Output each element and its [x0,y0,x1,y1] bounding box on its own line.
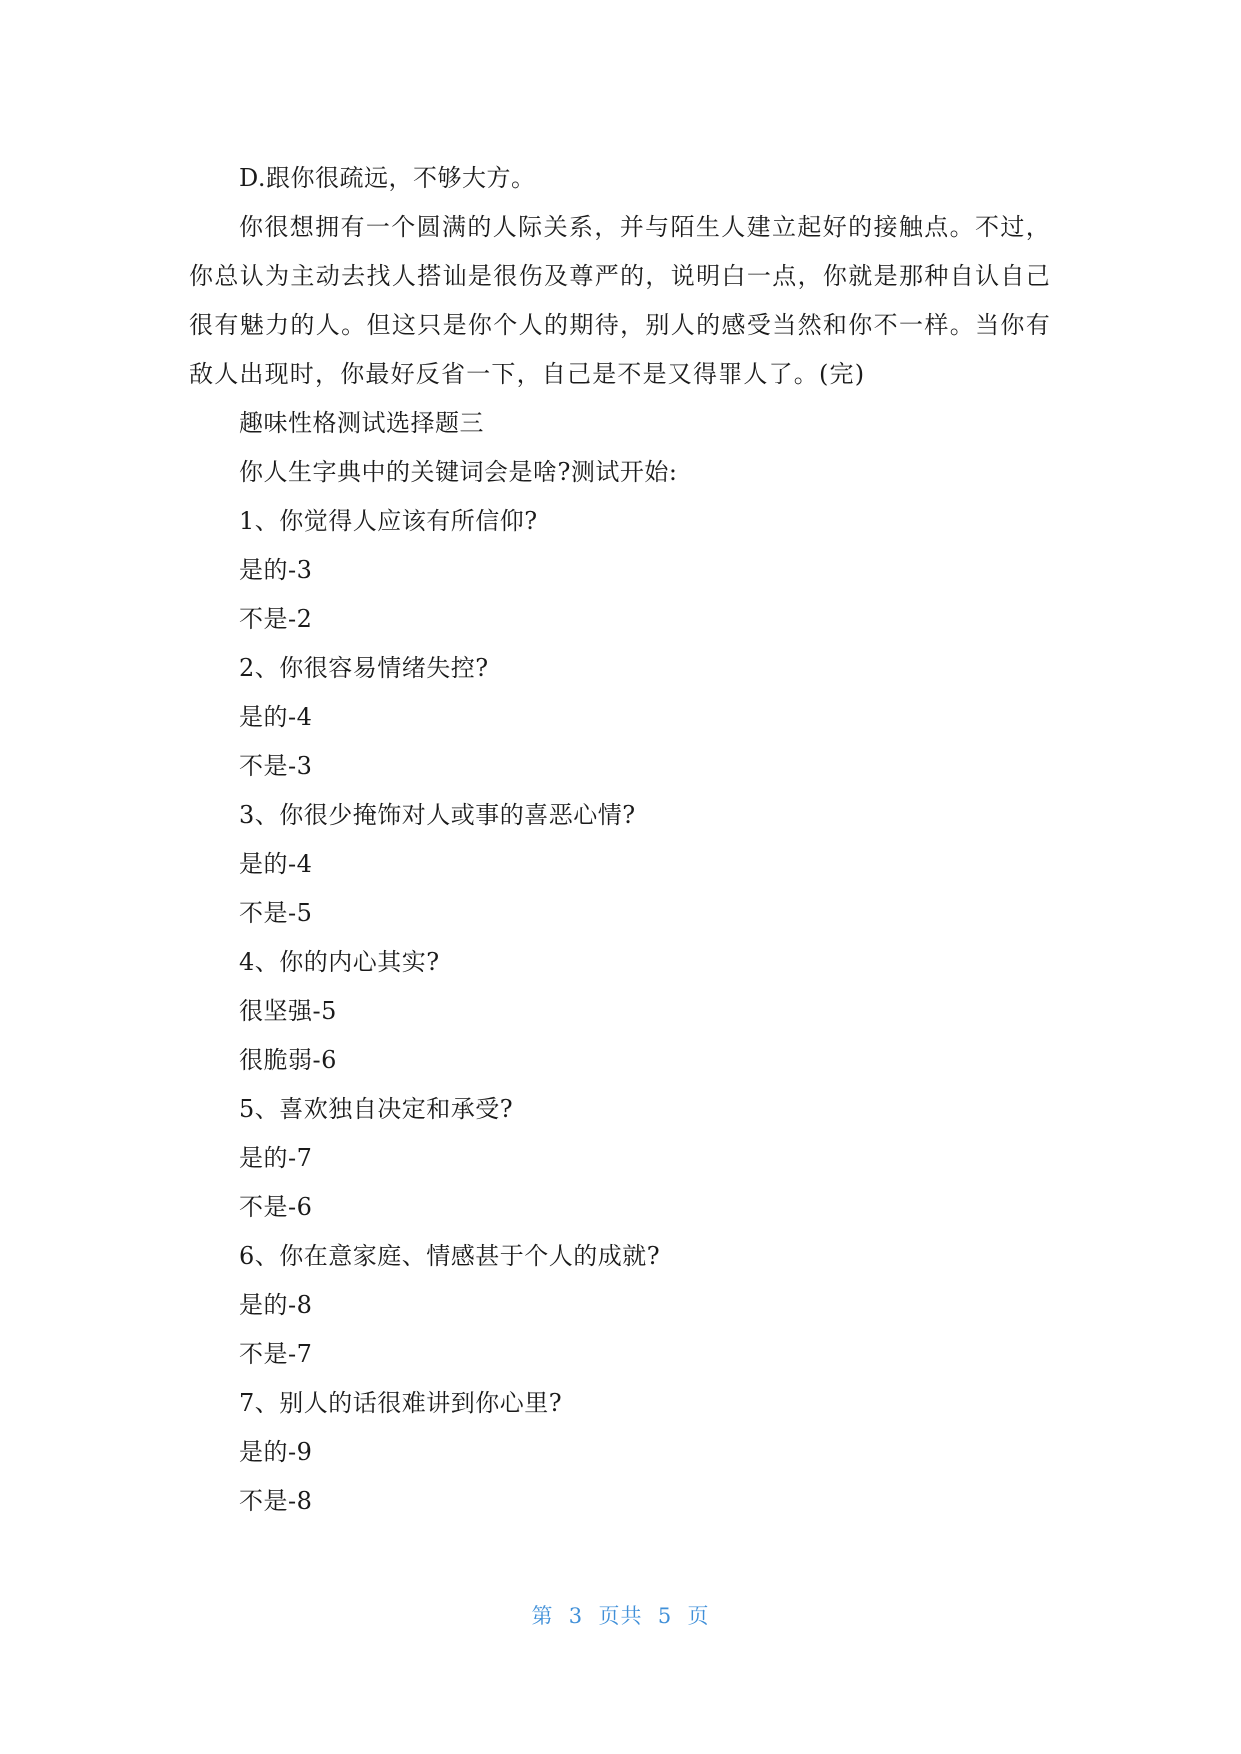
answer-option: 不是-8 [239,1487,313,1515]
answer-option: 不是-2 [239,605,313,633]
test-intro: 你人生字典中的关键词会是啥?测试开始: [239,458,678,486]
section-title: 趣味性格测试选择题三 [239,409,484,437]
document-body [189,154,1051,1526]
answer-option: 很脆弱-6 [239,1046,337,1074]
option-d-line: D.跟你很疏远，不够大方。 [239,164,536,192]
answer-option: 很坚强-5 [239,997,337,1025]
result-paragraph: 你很想拥有一个圆满的人际关系，并与陌生人建立起好的接触点。不过，你总认为主动去找人搭讪是很伤及尊严的，说明白一点，你就是那种自认自己很有魅力的人。但这只是你个人的期待，别人的感受当然和你不一样。当你有敌人出现时，你最好反省一下，自己是不是又得罪人了。(完) [189,213,1051,388]
question-4: 4、你的内心其实? [239,948,440,976]
question-2: 2、你很容易情绪失控? [239,654,489,682]
question-5: 5、喜欢独自决定和承受? [239,1095,514,1123]
answer-option: 不是-5 [239,899,313,927]
answer-option: 不是-6 [239,1193,313,1221]
answer-option: 不是-3 [239,752,313,780]
answer-option: 是的-9 [239,1438,313,1466]
answer-option: 是的-4 [239,703,313,731]
answer-option: 不是-7 [239,1340,313,1368]
answer-option: 是的-4 [239,850,313,878]
answer-option: 是的-3 [239,556,313,584]
answer-option: 是的-8 [239,1291,313,1319]
question-1: 1、你觉得人应该有所信仰? [239,507,538,535]
answer-option: 是的-7 [239,1144,313,1172]
question-6: 6、你在意家庭、情感甚于个人的成就? [239,1242,661,1270]
page-number-footer: 第 3 页共 5 页 [531,1604,710,1628]
question-7: 7、别人的话很难讲到你心里? [239,1389,563,1417]
question-3: 3、你很少掩饰对人或事的喜恶心情? [239,801,636,829]
question-list [189,497,1051,1526]
